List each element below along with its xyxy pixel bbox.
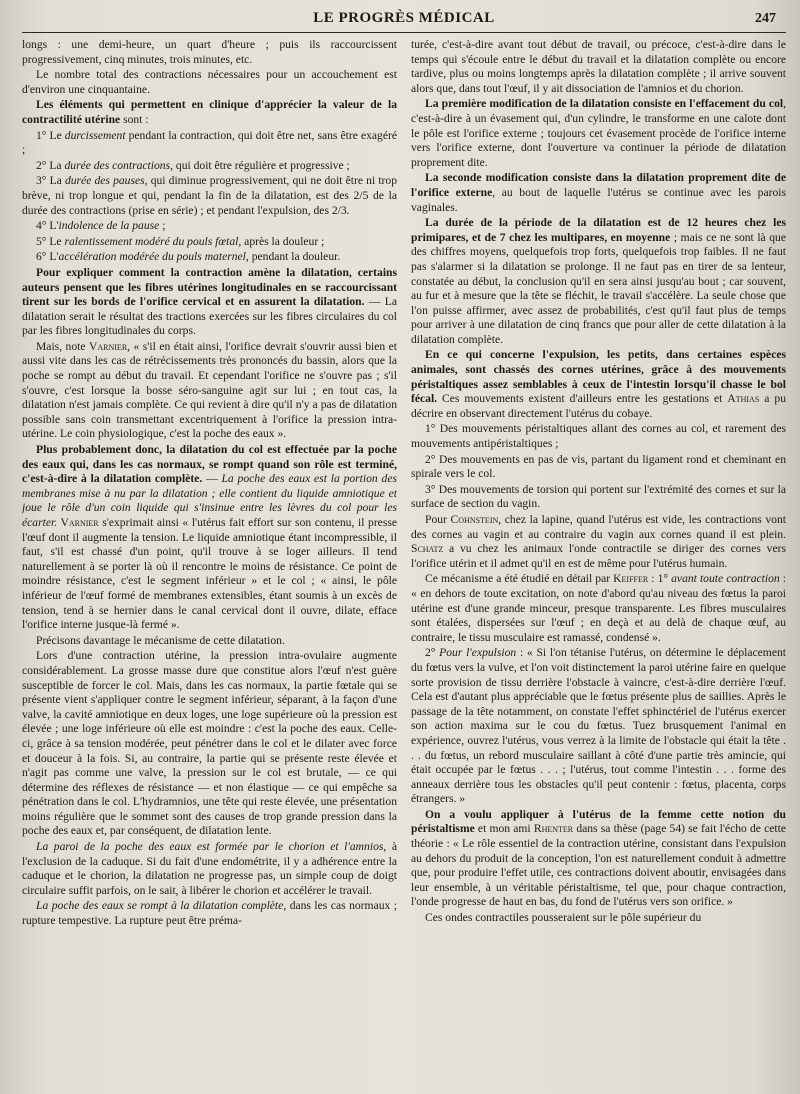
text-run: 5° Le [36, 234, 65, 248]
paragraph: longs : une demi-heure, un quart d'heure ; puis ils raccourcissent progressivement, cinq minutes, trois minutes, etc. [22, 38, 397, 66]
text-columns [22, 38, 786, 1088]
text-run: 6° L' [36, 250, 59, 264]
text-run: sont : [120, 112, 149, 126]
bold-lead: Plus probablement donc, la dilatation du col est effectuée par la poche des eaux qui, dans les cas normaux, se rompt quand son rôle est terminé, c'est-à-dire à la dilatation complète. [22, 443, 397, 486]
paragraph [411, 572, 786, 645]
paragraph [411, 808, 786, 910]
bold-lead: Les éléments qui permettent en clinique d'apprécier la valeur de la contractilité utérine [22, 98, 397, 126]
author-name: Cohnstein [450, 513, 499, 526]
italic-definition: La poche des eaux est la portion des membranes mise à nu par la dilatation ; elle contient du liquide amniotique et joue le rôle d'un coin liquide qui s'insinue entre les lèvres du col pour les écarter. [22, 472, 397, 529]
left-column [22, 38, 397, 1088]
paragraph [22, 340, 397, 442]
paragraph [411, 216, 786, 347]
italic-term: ralentissement modéré du pouls fœtal [64, 234, 239, 248]
text-run: : « en dehors de toute excitation, on note d'abord qu'au niveau des fœtus la paroi utérine est d'une grande minceur, presque transparente. Les fibres musculaires sont étalées, dispersées sur l'œuf ; en deçà et au delà de chaque œuf, au contraire, le tissu musculaire est ramassé, condensé ». [411, 572, 786, 644]
paragraph [411, 171, 786, 215]
list-item [22, 250, 397, 265]
text-run: 2° [425, 646, 440, 660]
author-name: Athias [727, 392, 760, 406]
text-run: , « s'il en était ainsi, l'orifice devrait s'ouvrir aussi bien et aussi vite dans les cas de rétrécissements très prononcés du bassin, alors que la poche se rompt au début du travail. Et cependant l'orifice ne s'ouvre pas ; s'il s'ouvre, c'est lorsque la bosse séro-sanguine agit sur lui ; en tout cas, la dilatation n'est jamais complète. Ce qui revient à dire qu'il n'y a pas de dilatation possible sans coin transmettant excentriquement à l'orifice la pression intra-utérine. Le coin physiologique, c'est la poche des eaux ». [22, 339, 397, 441]
italic-term: durée des contractions [64, 158, 171, 172]
paragraph [22, 899, 397, 928]
list-item: 3° Des mouvements de torsion qui portent sur l'extrémité des cornes et sur la surface de section du vagin. [411, 482, 786, 511]
text-run: 1° Le [36, 128, 65, 142]
paragraph [411, 646, 786, 807]
text-run: Mais, note [36, 339, 89, 353]
list-item: 2° Des mouvements en pas de vis, partant du ligament rond et cheminant en spirale vers le col. [411, 452, 786, 481]
paragraph [411, 97, 786, 170]
italic-term: avant toute contraction [671, 572, 780, 586]
text-run: , au bout de laquelle l'utérus se continue avec les parois vaginales. [411, 185, 786, 214]
bold-lead: La durée de la période de la dilatation est de 12 heures chez les primipares, et de 7 chez les multipares, en moyenne [411, 216, 786, 244]
text-run: 2° La [36, 158, 65, 172]
text-run: — La dilatation serait le résultat des tractions exercées sur les fibres circulaires du col par les fibres longitudinales du corps. [22, 295, 397, 338]
author-name: Keiffer [613, 572, 649, 586]
paragraph [22, 98, 397, 127]
text-run: , qui doit être régulière et progressive ; [170, 158, 350, 172]
text-run: a pu décrire en observant directement l'utérus du cobaye. [411, 392, 786, 420]
text-run: ; mais ce ne sont là que des chiffres moyens, quelquefois trop forts, quelquefois trop faibles. Il ne faut pas s'alarmer si la dilatation se prolonge. Il ne faut pas en tirer de sa lenteur, constatée au début, la conclusion qu'il en sera ainsi jusqu'au bout ; car souvent, au fur et à mesure que la tête se fléchit, le travail s'accélère. La seule chose que l'on puisse affirmer, avec assez de probabilités, c'est qu'il faut plus de temps pour arriver à une dilatation de cinq francs que pour aller de cette dilatation à la dilatation complète. [411, 230, 786, 346]
text-run: , c'est-à-dire à un évasement qui, d'un cylindre, le transforme en une calote dont le pôle est l'orifice externe ; toujours cet évasement procède de l'orifice interne vers l'orifice externe, dont l'ouverture va continuer la période de dilatation proprement dite. [411, 97, 786, 169]
paragraph [22, 443, 397, 633]
italic-term: accélération modérée du pouls maternel [58, 250, 246, 264]
text-run: dans sa thèse (page 54) se fait l'écho de cette théorie : « Le rôle essentiel de la contraction utérine, consistant dans l'expulsion au dehors du produit de la conception, l'on est naturellement conduit à admettre que, pour produire l'effet utile, ces contractions doivent aboutir, envisagées dans leur ensemble, à un véritable péristaltisme, tel que, pour chaque contraction, l'onde progresse de haut en bas, du fond de l'utérus vers son orifice. » [411, 822, 786, 909]
author-name: Schatz [411, 542, 444, 556]
author-name: Varnier [89, 339, 128, 353]
paragraph: Lors d'une contraction utérine, la pression intra-ovulaire augmente considérablement. La grosse masse dure que constitue alors l'œuf n'est guère susceptible de forcer le col. Mais, dans les cas normaux, la partie fœtale qui se présente vient s'appliquer contre le segment inférieur, séparant, à la façon d'une valve, la cavité amniotique en deux loges, une loge supérieure où la pression est élevée ; une loge inférieure où elle est moindre : c'est la poche des eaux. Celle-ci, grâce à sa tension modérée, peut pénétrer dans le col et le dilater avec force et douceur à la fois. Si, au contraire, la partie qui se présente reste élevée et n'agit pas comme une valve, la pression sur le col est brutale, — ce qui détermine des réflexes de résistance — et non élastique — ce qui empêche sa pénétration dans le col. L'hydramnios, une tête qui reste élevée, une présentation moins régulière que le sommet sont des causes de trop grande pression dans la poche des eaux et, par conséquent, de dilatation lente. [22, 649, 397, 838]
text-run: pendant la contraction, qui doit être net, sans être exagéré ; [22, 128, 397, 157]
text-run: Ces mouvements existent d'ailleurs entre les gestations et [437, 392, 728, 406]
text-run: ; [159, 219, 166, 233]
list-item [22, 159, 397, 174]
italic-term: Pour l'expulsion [439, 646, 517, 660]
text-run: a vu chez les animaux l'onde contractile se diriger des cornes vers l'orifice utérin et il admet qu'il en est de même pour l'utérus humain. [411, 542, 786, 570]
list-item [22, 129, 397, 158]
bold-lead: Pour expliquer comment la contraction amène la dilatation, certains auteurs pensent que les fibres utérines longitudinales en se raccourcissant tirent sur les bords de l'orifice cervical et en assurent la dilatation. [22, 265, 397, 309]
paragraph: Ces ondes contractiles pousseraient sur le pôle supérieur du [425, 911, 702, 925]
author-name: Rhenter [533, 822, 574, 836]
running-title: LE PROGRÈS MÉDICAL [313, 10, 495, 26]
bold-lead: La première modification de la dilatation consiste en l'effacement du col [425, 97, 784, 111]
list-item [22, 219, 397, 234]
bold-lead: La seconde modification consiste dans la dilatation proprement dite de l'orifice externe [411, 171, 786, 199]
italic-term: indolence de la pause [58, 219, 160, 233]
italic-lead: La paroi de la poche des eaux est formée par le chorion et l'amnios [36, 840, 384, 854]
text-run: Ce mécanisme a été étudié en détail par [425, 572, 614, 586]
text-run: 3° La [36, 174, 65, 188]
text-run: et mon ami [474, 822, 534, 836]
bold-lead: En ce qui concerne l'expulsion, les petits, dans certaines espèces animales, sont chassés des cornes utérines, grâce à des mouvements péristaltiques assez semblables à ceux de l'intestin lorsqu'il chasse le bol fécal. [411, 348, 786, 406]
list-item [22, 235, 397, 250]
page-header [22, 6, 786, 33]
text-run: , qui diminue progressivement, qui ne doit être ni trop brève, ni trop longue et qui, pendant la fin de la dilatation, est des 2/5 de la durée des contractions (prise en série) ; et pendant l'expulsion, des 2/3. [22, 174, 397, 217]
text-run: , après la douleur ; [238, 234, 325, 248]
text-run: Pour [425, 513, 451, 526]
paragraph: Le nombre total des contractions nécessaires pour un accouchement est d'environ une cinquantaine. [22, 68, 397, 96]
list-item: 1° Des mouvements péristaltiques allant des cornes au col, et rarement des mouvements antipéristaltiques ; [411, 422, 786, 451]
text-run: , dans les cas normaux ; rupture tempestive. La rupture peut être préma- [22, 899, 397, 928]
paragraph: turée, c'est-à-dire avant tout début de travail, ou précoce, c'est-à-dire dans le temps qui s'écoule entre le début du travail et la dilatation complète ou encore tardive, plus ou moins longtemps après la dilatation complète ; il arrive souvent alors que, dans tout l'œuf, il y ait dissociation de l'amnios et du chorion. [411, 38, 786, 95]
text-run: 4° L' [36, 219, 59, 233]
right-column [411, 38, 786, 1088]
italic-term: durée des pauses [64, 174, 145, 188]
paragraph: Précisons davantage le mécanisme de cette dilatation. [36, 633, 285, 647]
list-item [22, 174, 397, 218]
bold-lead: On a voulu appliquer à l'utérus de la femme cette notion du péristaltisme [411, 807, 786, 836]
italic-term: durcissement [64, 128, 126, 142]
text-run: s'exprimait ainsi « l'utérus fait effort sur son contenu, il presse l'œuf dont il augmente la tension. Le liquide amniotique étant incompressible, il faut, s'il est chassé d'un point, qu'il trouve à se loger ailleurs. Il tend naturellement à se porter là où il rencontre le moins de résistance. Ce point de moindre résistance, c'est le segment inférieur » et le col ; « ainsi, le pôle inférieur de l'œuf formé de membranes extensibles, étant soumis à un excès de tension, tend à se hernier dans le canal cervical dont il ouvre, dilate, efface l'orifice interne jusque-là fermé ». [22, 516, 397, 632]
text-run: : 1° [648, 572, 672, 586]
paragraph [22, 840, 397, 898]
text-run: — [202, 472, 222, 486]
text-run: : « Si l'on tétanise l'utérus, on détermine le déplacement du fœtus vers la vulve, et l'on voit distinctement la paroi utérine faire en quelque sorte provision de tissu derrière l'obstacle à vaincre, c'est-à-dire derrière l'œuf. Cela est d'autant plus appréciable que le fœtus présente plus de saillies. Après le passage de la tête notamment, on constate l'effet sphinctériel de l'utérus exercer son action maxima sur le cou du fœtus. Tuez brusquement l'animal en expérience, ouvrez l'utérus, vous verrez à la limite de l'obstacle qui était la tête . . . du fœtus, un rebord musculaire saillant à côté d'une partie très amincie, qui était occupée par le fœtus . . . ; l'utérus, tout comme l'intestin . . . forme des anneaux derrière tous les obstacles qu'il peut contenir : fœtus, placenta, corps étrangers. » [411, 646, 786, 806]
page-number: 247 [755, 11, 776, 26]
author-name: Varnier [57, 516, 99, 529]
text-run: , pendant la douleur. [245, 250, 341, 264]
italic-lead: La poche des eaux se rompt à la dilatation complète [36, 899, 284, 913]
text-run: , à l'exclusion de la caduque. Si du fait d'une endométrite, il y a adhérence entre la caduque et le chorion, la dilatation ne progresse pas, un simple coup de doigt circulaire suffit parfois, on le sait, à libérer le chorion et accélérer le travail. [22, 840, 397, 897]
paragraph [411, 513, 786, 571]
paragraph [411, 348, 786, 421]
text-run: , chez la lapine, quand l'utérus est vide, les contractions vont des cornes au vagin et au contraire du vagin aux cornes quand il est plein. [411, 513, 786, 541]
paragraph [22, 266, 397, 339]
